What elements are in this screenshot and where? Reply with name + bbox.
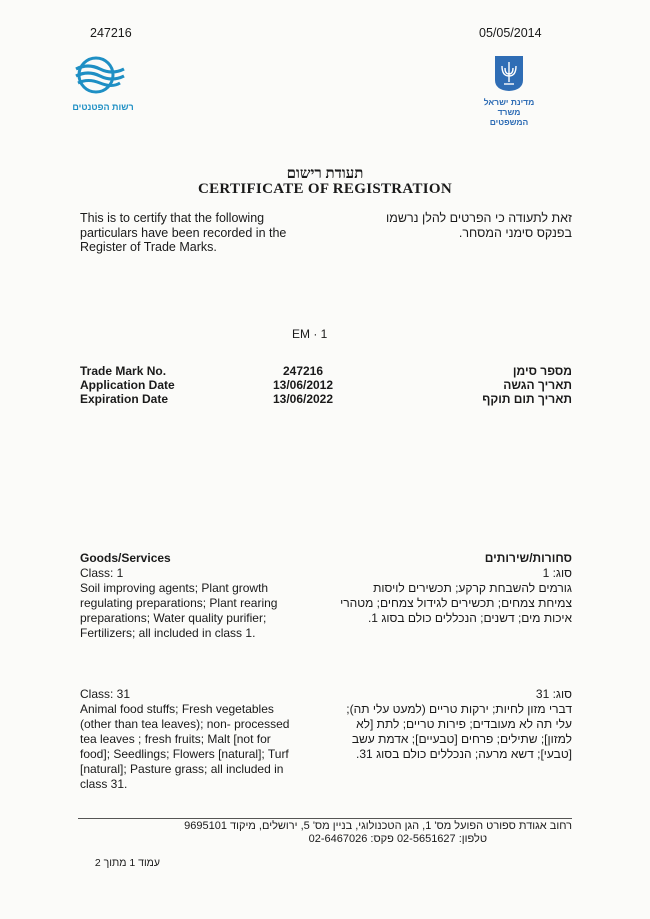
application-date: 13/06/2012	[272, 378, 334, 392]
patent-office-logo	[72, 53, 132, 114]
ministry-name: מדינת ישראל משרד המשפטים	[483, 97, 535, 127]
doc-number: 247216	[90, 26, 132, 40]
doc-date: 05/05/2014	[479, 26, 542, 40]
footer-address: רחוב אגודת ספורט הפועל מס' 1, הגן הטכנולוגי, בניין מס' 5, ירושלים, מיקוד 9695101	[184, 820, 572, 832]
details-values	[258, 364, 348, 406]
details-labels-hebrew: מספר סימן תאריך הגשה תאריך תום תוקף	[482, 364, 572, 406]
trade-mark-number: 247216	[282, 364, 324, 378]
menorah-emblem-icon	[492, 54, 526, 92]
intro-hebrew: זאת לתעודה כי הפרטים להלן נרשמו בפנקס סימני המסחר.	[386, 211, 572, 240]
goods-title-hebrew: סחורות/שירותים	[484, 551, 572, 565]
class1-english: Class: 1 Soil improving agents; Plant growth regulating preparations; Plant rearing preparations; Water quality purifier; Fertilizers; all included in class 1.	[80, 566, 278, 640]
waves-logo-icon	[72, 53, 128, 95]
footer-divider	[78, 818, 572, 819]
title-hebrew: תעודת רישום	[286, 166, 364, 182]
patent-office-name: רשות הפטנטים	[72, 102, 134, 112]
footer-phone: טלפון: 02-5651627 פקס: 02-6467026	[308, 833, 487, 845]
class31-english: Class: 31 Animal food stuffs; Fresh vegetables (other than tea leaves); non- processed tea leaves ; fresh fruits; Malt [not for food]; Seedlings; Flowers [natural]; Turf [natural]; Pasture grass; all included in class 31.	[80, 687, 290, 791]
expiration-date: 13/06/2022	[272, 392, 334, 406]
class1-hebrew: סוג: 1 גורמים להשבחת קרקע; תכשירים לויסות צמיחת צמחים; תכשירים לגידול צמחים; מטהרי איכות מים; דשנים; הנכללים כולם בסוג 1.	[340, 566, 572, 625]
page-number: עמוד 1 מתוך 2	[94, 857, 160, 869]
intro-english: This is to certify that the following particulars have been recorded in the Register of Trade Marks.	[80, 211, 287, 254]
em-label: EM · 1	[292, 327, 328, 341]
goods-title-english: Goods/Services	[80, 551, 171, 565]
class31-hebrew: סוג: 31 דברי מזון לחיות; ירקות טריים (למעט עלי תה); עלי תה לא מעובדים; פירות טריים; לתת [לא למזון]; שתילים; פרחים [טבעיים]; אדמת עשב [טבעי]; דשא מרעה; הנכללים כולם בסוג 31.	[346, 687, 572, 761]
details-labels-english: Trade Mark No. Application Date Expiration Date	[80, 364, 175, 406]
state-emblem	[479, 54, 539, 127]
title-english: CERTIFICATE OF REGISTRATION	[197, 181, 452, 197]
